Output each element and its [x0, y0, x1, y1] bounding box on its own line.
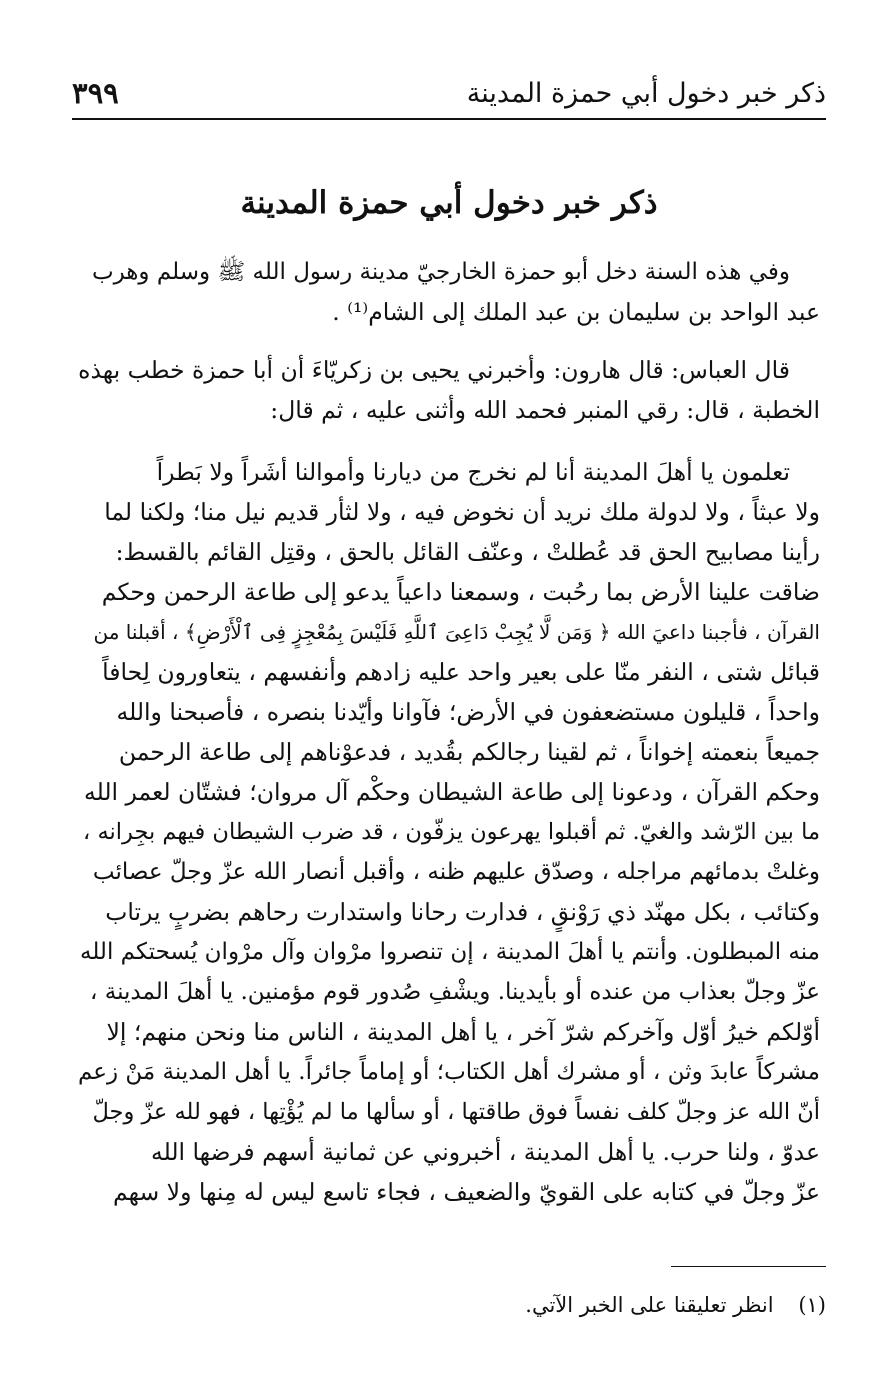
chapter-title: ذكر خبر دخول أبي حمزة المدينة [240, 185, 658, 221]
footnote [226, 1293, 826, 1317]
page-number: ٣٩٩ [72, 76, 119, 110]
text-line: جميعاً بنعمته إخواناً ، ثم لقينا رجالكم بقُديد ، فدعوْناهم إلى طاعة الرحمن [118, 738, 820, 766]
text-line: واحداً ، قليلون مستضعفون في الأرض؛ فآوانا وأيّدنا بنصره ، فأصبحنا والله [116, 698, 820, 726]
text-line: عدوّ ، ولنا حرب. يا أهل المدينة ، أخبروني عن ثمانية أسهم فرضها الله [150, 1138, 820, 1166]
paragraph-intro [78, 252, 820, 332]
footnote-rule [671, 1266, 826, 1267]
running-title: ذكر خبر دخول أبي حمزة المدينة [466, 78, 826, 109]
text-line: الخطبة ، قال: رقي المنبر فحمد الله وأثنى عليه ، ثم قال: [270, 396, 820, 424]
text-line: وغلتْ بدمائهم مراجله ، وصدّق عليهم ظنه ، وأقبل أنصار الله عزّ وجلّ عصائب [92, 859, 820, 885]
text-line: أوّلكم خيرُ أوّل وآخركم شرّ آخر ، يا أهل المدينة ، الناس منا ونحن منهم؛ إلا [106, 1018, 820, 1046]
header-rule [72, 118, 826, 120]
paragraph-narration [78, 350, 820, 430]
text-line: وفي هذه السنة دخل أبو حمزة الخارجيّ مدينة رسول الله ﷺ وسلم وهرب [91, 259, 790, 285]
text-line: ضاقت علينا الأرض بما رحُبت ، وسمعنا داعياً يدعو إلى طاعة الرحمن وحكم [101, 578, 820, 606]
footnote-number: (١) [798, 1293, 826, 1317]
paragraph-sermon [78, 452, 820, 1252]
text-line [78, 1212, 820, 1252]
text-line: منه المبطلون. وأنتم يا أهلَ المدينة ، إن تنصروا مرْوان وآل مرْوان يُسحتكم الله [79, 939, 820, 965]
text-line: تعلمون يا أهلَ المدينة أنا لم نخرج من ديارنا وأموالنا أشَراً ولا بَطراً [156, 458, 790, 486]
text-line: رأينا مصابيح الحق قد عُطلتْ ، وعنّف القائل بالحق ، وقتِل القائم بالقسط: [115, 538, 820, 566]
text-line: عزّ وجلّ في كتابه على القويّ والضعيف ، فجاء تاسع ليس له مِنها ولا سهم [113, 1178, 820, 1206]
running-header [72, 70, 826, 120]
text-line: وكتائب ، بكل مهنّد ذي رَوْنقٍ ، فدارت رحانا واستدارت رحاهم بضربٍ يرتاب [105, 898, 820, 926]
text-line: عزّ وجلّ بعذاب من عنده أو بأيدينا. ويشْفِ صُدور قوم مؤمنين. يا أهلَ المدينة ، [90, 979, 820, 1005]
text-line-quran-verse: القرآن ، فأجبنا داعيَ الله ﴿ وَمَن لَّا يُجِبْ دَاعِىَ ٱللَّهِ فَلَيْسَ بِمُعْجِزٍ فِى ٱلْأَرْضِ﴾ ، أقبلنا من [93, 620, 820, 644]
footnote-text: انظر تعليقنا على الخبر الآتي. [525, 1293, 774, 1317]
text-line: ما بين الرّشد والغيّ. ثم أقبلوا يهرعون يزفّون ، قد ضرب الشيطان فيهم بجِرانه ، [83, 819, 820, 845]
text-line: عبد الواحد بن سليمان بن عبد الملك إلى الشام⁽¹⁾ . [332, 298, 820, 326]
text-line: أنّ الله عز وجلّ كلف نفساً فوق طاقتها ، أو سألها ما لم يُؤْتِها ، فهو لله عزّ وجلّ [92, 1099, 820, 1125]
text-line: ولا عبثاً ، ولا لدولة ملك نريد أن نخوض فيه ، ولا لثأر قديم نيل منا؛ ولكنا لما [104, 498, 820, 526]
text-line: قبائل شتى ، النفر منّا على بعير واحد عليه زادهم وأنفسهم ، يتعاورون لِحافاً [102, 658, 820, 686]
text-line: وحكم القرآن ، ودعونا إلى طاعة الشيطان وحكْم آل مروان؛ فشتّان لعمر الله [83, 778, 820, 806]
text-line: قال العباس: قال هارون: وأخبرني يحيى بن زكريّاءَ أن أبا حمزة خطب بهذه [78, 356, 790, 384]
text-line: مشركاً عابدَ وثن ، أو مشرك أهل الكتاب؛ أو إماماً جائراً. يا أهل المدينة مَنْ زعم [78, 1059, 820, 1085]
